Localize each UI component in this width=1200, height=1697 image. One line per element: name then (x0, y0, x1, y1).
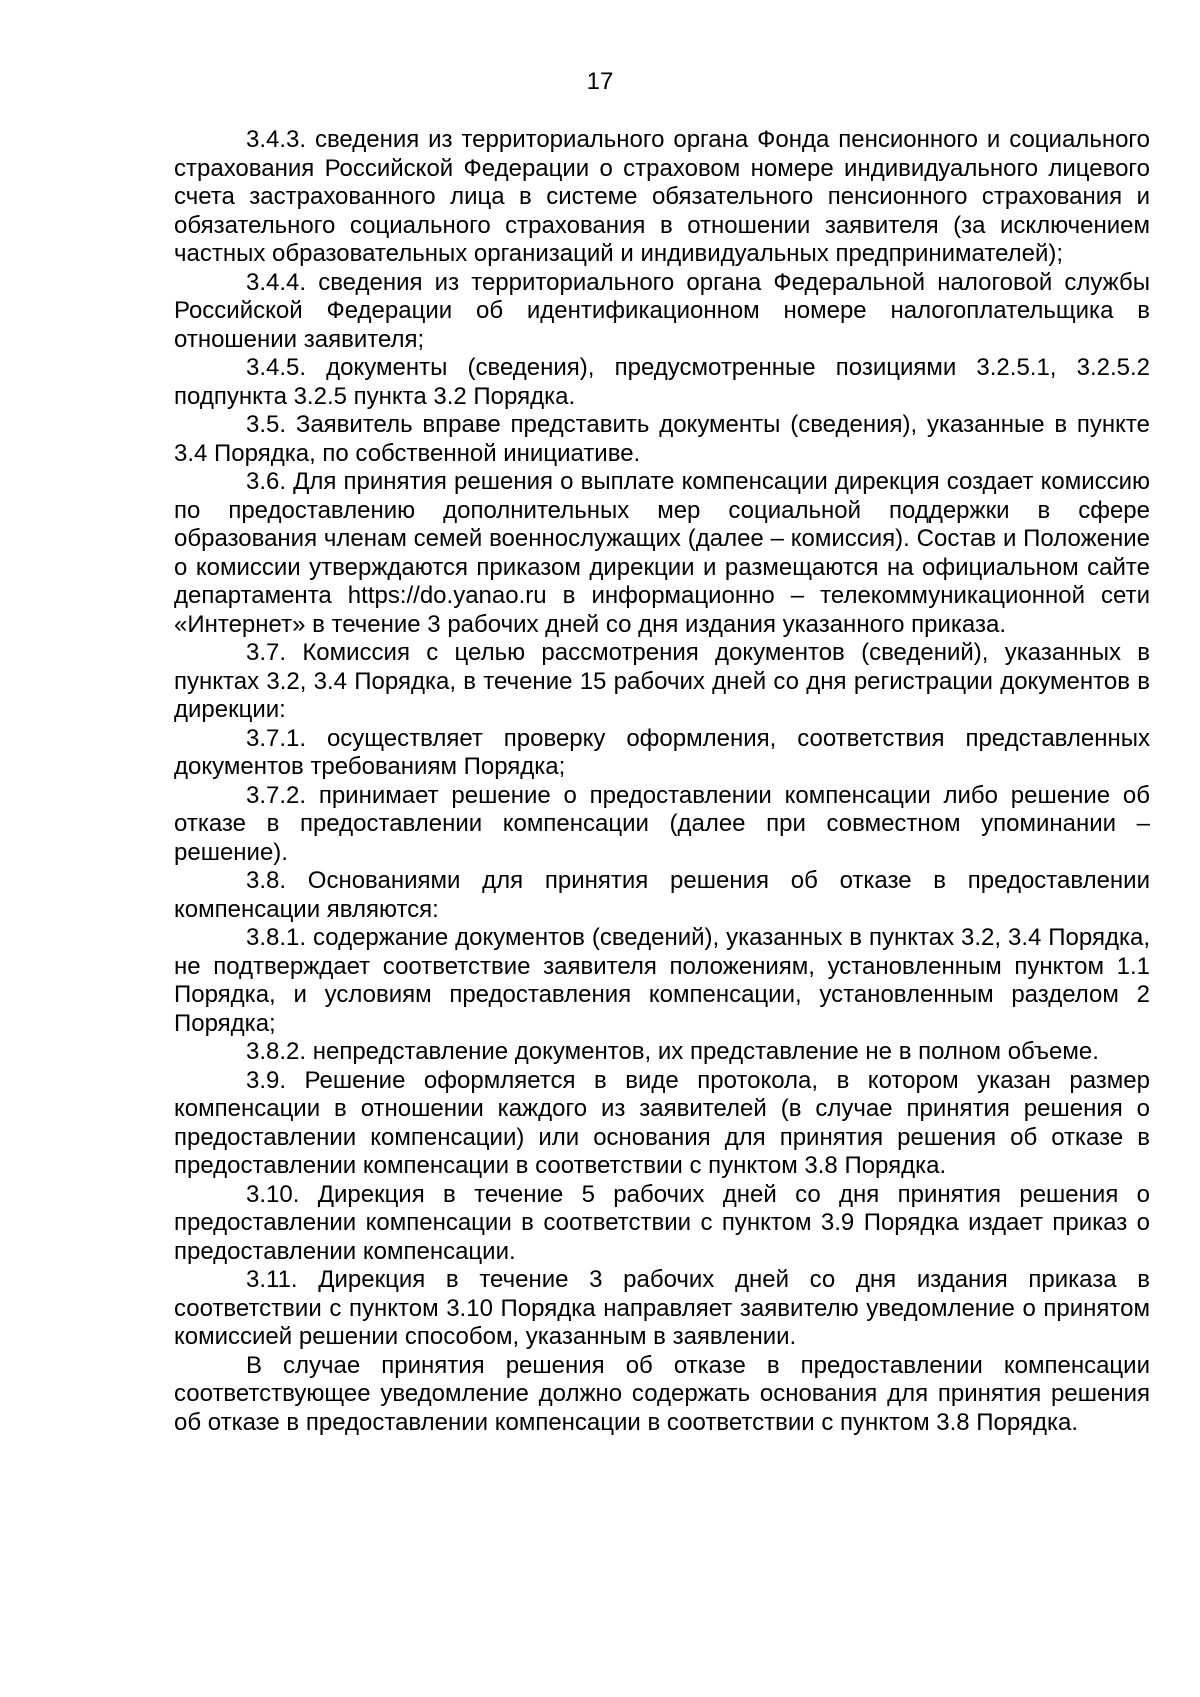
paragraph-3-8: 3.8. Основаниями для принятия решения об отказе в предоставлении компенсации являются: (174, 867, 1150, 923)
paragraph-3-7-1: 3.7.1. осуществляет проверку оформления, соответствия представленных документов требованиям Порядка; (174, 724, 1150, 780)
paragraph-3-10: 3.10. Дирекция в течение 5 рабочих дней со дня принятия решения о предоставлении компенсации в соответствии с пунктом 3.9 Порядка издает приказ о предоставлении компенсации. (174, 1180, 1150, 1265)
page-number: 17 (586, 68, 614, 95)
paragraph-3-7-2: 3.7.2. принимает решение о предоставлении компенсации либо решение об отказе в предоставлении компенсации (далее при совместном упоминании – решение). (174, 781, 1150, 866)
paragraph-3-11: 3.11. Дирекция в течение 3 рабочих дней со дня издания приказа в соответствии с пунктом 3.10 Порядка направляет заявителю уведомление о принятом комиссией решении способом, указанным в заявлении. (174, 1266, 1150, 1350)
paragraph-3-8-2: 3.8.2. непредставление документов, их представление не в полном объеме. (246, 1038, 1099, 1065)
paragraph-refusal-notice: В случае принятия решения об отказе в предоставлении компенсации соответствующее уведомление должно содержать основания для принятия решения об отказе в предоставлении компенсации в соответствии с пунктом 3.8 Порядка. (174, 1351, 1150, 1436)
paragraph-3-4-5: 3.4.5. документы (сведения), предусмотренные позициями 3.2.5.1, 3.2.5.2 подпункта 3.2.5 пункта 3.2 Порядка. (174, 354, 1150, 410)
paragraph-3-9: 3.9. Решение оформляется в виде протокола, в котором указан размер компенсации в отношении каждого из заявителей (в случае принятия решения о предоставлении компенсации) или основания для принятия решения об отказе в предоставлении компенсации в соответствии с пунктом 3.8 Порядка. (174, 1066, 1150, 1179)
paragraph-3-6: 3.6. Для принятия решения о выплате компенсации дирекция создает комиссию по предоставлению дополнительных мер социальной поддержки в сфере образования членам семей военнослужащих (далее – комиссия). Состав и Положение о комиссии утверждаются приказом дирекции и размещаются на официальном сайте департамента https://do.yanao.ru в информационно – телекоммуникационной сети «Интернет» в течение 3 рабочих дней со дня издания указанного приказа. (174, 468, 1150, 638)
paragraph-3-5: 3.5. Заявитель вправе представить документы (сведения), указанные в пункте 3.4 Порядка, по собственной инициативе. (174, 411, 1150, 467)
paragraph-3-4-4: 3.4.4. сведения из территориального органа Федеральной налоговой службы Российской Федерации об идентификационном номере налогоплательщика в отношении заявителя; (174, 268, 1150, 353)
document-body (174, 126, 1150, 1437)
paragraph-3-7: 3.7. Комиссия с целью рассмотрения документов (сведений), указанных в пунктах 3.2, 3.4 Порядка, в течение 15 рабочих дней со дня регистрации документов в дирекции: (174, 639, 1150, 723)
paragraph-3-4-3: 3.4.3. сведения из территориального органа Фонда пенсионного и социального страхования Российской Федерации о страховом номере индивидуального лицевого счета застрахованного лица в системе обязательного пенсионного страхования и обязательного социального страхования в отношении заявителя (за исключением частных образовательных организаций и индивидуальных предпринимателей); (174, 126, 1150, 267)
paragraph-3-8-1: 3.8.1. содержание документов (сведений), указанных в пунктах 3.2, 3.4 Порядка, не подтверждает соответствие заявителя положениям, установленным пунктом 1.1 Порядка, и условиям предоставления компенсации, установленным разделом 2 Порядка; (174, 924, 1150, 1037)
